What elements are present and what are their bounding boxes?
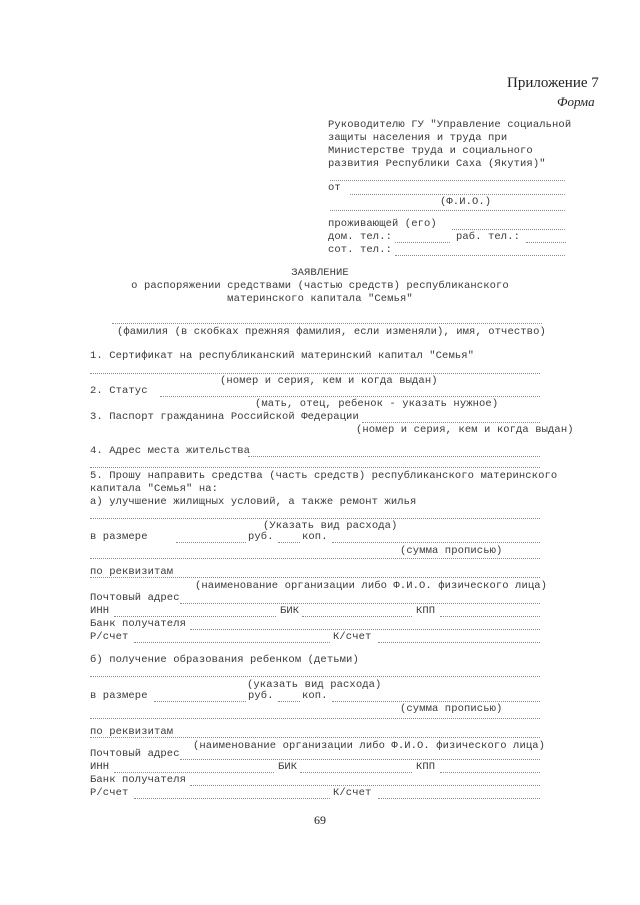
kpp-b-label: КПП xyxy=(416,761,436,773)
work-phone-label: раб. тел.: xyxy=(456,231,521,243)
org-b-hint: (наименование организации либо Ф.И.О. физического лица) xyxy=(193,740,546,752)
home-phone-field[interactable] xyxy=(395,242,450,243)
applicant-name-hint: (фамилия (в скобках прежняя фамилия, если изменяли), имя, отчество) xyxy=(117,326,546,338)
expense-b-field[interactable] xyxy=(90,676,540,677)
certificate-field[interactable] xyxy=(90,373,540,374)
amount-a-kop-field[interactable] xyxy=(278,542,300,543)
kpp-a-field[interactable] xyxy=(440,616,540,617)
applicant-name-field[interactable] xyxy=(112,323,542,324)
statement-title-line-2: материнского капитала "Семья" xyxy=(227,293,413,305)
expense-a-hint: (Указать вид расхода) xyxy=(263,520,398,532)
home-phone-label: дом. тел.: xyxy=(328,231,393,243)
details-b-field[interactable] xyxy=(90,737,540,738)
fio-hint: (Ф.И.О.) xyxy=(440,196,492,208)
statement-heading: ЗАЯВЛЕНИЕ xyxy=(291,267,349,279)
org-a-hint: (наименование организации либо Ф.И.О. физического лица) xyxy=(195,580,548,592)
address-extra-line[interactable] xyxy=(90,467,540,468)
account-a-label: Р/счет xyxy=(90,631,129,643)
cell-phone-label: сот. тел.: xyxy=(328,244,393,256)
account-a-field[interactable] xyxy=(134,642,330,643)
appendix-label: Приложение 7 xyxy=(507,75,599,91)
cell-phone-field[interactable] xyxy=(395,255,565,256)
postal-a-field[interactable] xyxy=(180,603,540,604)
amount-b-rub-field[interactable] xyxy=(154,701,246,702)
bank-a-label: Банк получателя xyxy=(90,618,187,630)
addressee-line-4: развития Республики Саха (Якутия)" xyxy=(328,158,546,170)
amount-a-kop: коп. xyxy=(302,531,328,543)
residing-label: проживающей (его) xyxy=(328,218,437,230)
details-a-field[interactable] xyxy=(90,577,540,578)
addressee-line-2: защиты населения и труда при xyxy=(328,132,508,144)
kpp-b-field[interactable] xyxy=(440,772,540,773)
corr-b-field[interactable] xyxy=(378,798,540,799)
account-b-field[interactable] xyxy=(134,798,330,799)
inn-a-field[interactable] xyxy=(114,616,276,617)
bank-a-field[interactable] xyxy=(190,629,540,630)
page-number: 69 xyxy=(314,813,326,827)
request-line-1: 5. Прошу направить средства (часть средств) республиканского материнского xyxy=(90,470,558,482)
amount-a-rub-field[interactable] xyxy=(176,542,246,543)
request-line-2: капитала "Семья" на: xyxy=(90,483,219,495)
addressee-line-3: Министерстве труда и социального xyxy=(328,145,533,157)
option-a-label: а) улучшение жилищных условий, а также ремонт жилья xyxy=(90,496,417,508)
status-field[interactable] xyxy=(160,396,540,397)
inn-b-field[interactable] xyxy=(114,772,274,773)
passport-label: 3. Паспорт гражданина Российской Федерации xyxy=(90,411,359,423)
corr-b-label: К/счет xyxy=(333,787,372,799)
from-label: от xyxy=(328,182,341,194)
bank-b-label: Банк получателя xyxy=(90,774,187,786)
kpp-a-label: КПП xyxy=(416,605,436,617)
option-b-label: б) получение образования ребенком (детьми) xyxy=(90,654,359,666)
amount-b-kop: коп. xyxy=(302,690,328,702)
bik-b-field[interactable] xyxy=(300,772,412,773)
residing-field[interactable] xyxy=(452,229,565,230)
amount-a-words-line[interactable] xyxy=(90,558,540,559)
status-hint: (мать, отец, ребенок - указать нужное) xyxy=(255,398,499,410)
expense-b-hint: (указать вид расхода) xyxy=(247,679,382,691)
details-a-label: по реквизитам xyxy=(90,566,174,578)
details-b-label: по реквизитам xyxy=(90,726,174,738)
addressee-line-1: Руководителю ГУ "Управление социальной xyxy=(328,119,572,131)
inn-b-label: ИНН xyxy=(90,761,110,773)
amount-a-rub: руб. xyxy=(248,531,274,543)
from-blank-line-top xyxy=(330,180,565,181)
address-label: 4. Адрес места жительства xyxy=(90,445,251,457)
amount-a-words-field[interactable] xyxy=(332,542,540,543)
amount-a-words-hint: (сумма прописью) xyxy=(400,545,503,557)
passport-field[interactable] xyxy=(362,422,540,423)
amount-b-kop-field[interactable] xyxy=(278,701,300,702)
corr-a-label: К/счет xyxy=(333,631,372,643)
amount-b-words-field[interactable] xyxy=(332,701,540,702)
postal-a-label: Почтовый адрес xyxy=(90,592,180,604)
bik-b-label: БИК xyxy=(278,761,298,773)
fio-extra-line[interactable] xyxy=(330,210,565,211)
passport-hint: (номер и серия, кем и когда выдан) xyxy=(356,424,574,436)
inn-a-label: ИНН xyxy=(90,605,110,617)
amount-b-words-hint: (сумма прописью) xyxy=(400,703,503,715)
account-b-label: Р/счет xyxy=(90,787,129,799)
postal-b-field[interactable] xyxy=(180,759,540,760)
from-field[interactable] xyxy=(350,194,565,195)
corr-a-field[interactable] xyxy=(378,642,540,643)
bik-a-label: БИК xyxy=(280,605,300,617)
amount-b-words-line[interactable] xyxy=(90,718,540,719)
certificate-label: 1. Сертификат на республиканский материнский капитал "Семья" xyxy=(90,350,475,362)
bik-a-field[interactable] xyxy=(302,616,412,617)
expense-a-field[interactable] xyxy=(90,518,540,519)
work-phone-field[interactable] xyxy=(526,242,566,243)
amount-a-label: в размере xyxy=(90,531,148,543)
address-field[interactable] xyxy=(248,456,540,457)
statement-title-line-1: о распоряжении средствами (частью средств) республиканского xyxy=(131,280,509,292)
status-label: 2. Статус xyxy=(90,385,148,397)
bank-b-field[interactable] xyxy=(190,785,540,786)
form-label: Форма xyxy=(557,94,595,109)
postal-b-label: Почтовый адрес xyxy=(90,748,180,760)
certificate-hint: (номер и серия, кем и когда выдан) xyxy=(220,375,438,387)
amount-b-rub: руб. xyxy=(248,690,274,702)
amount-b-label: в размере xyxy=(90,690,148,702)
